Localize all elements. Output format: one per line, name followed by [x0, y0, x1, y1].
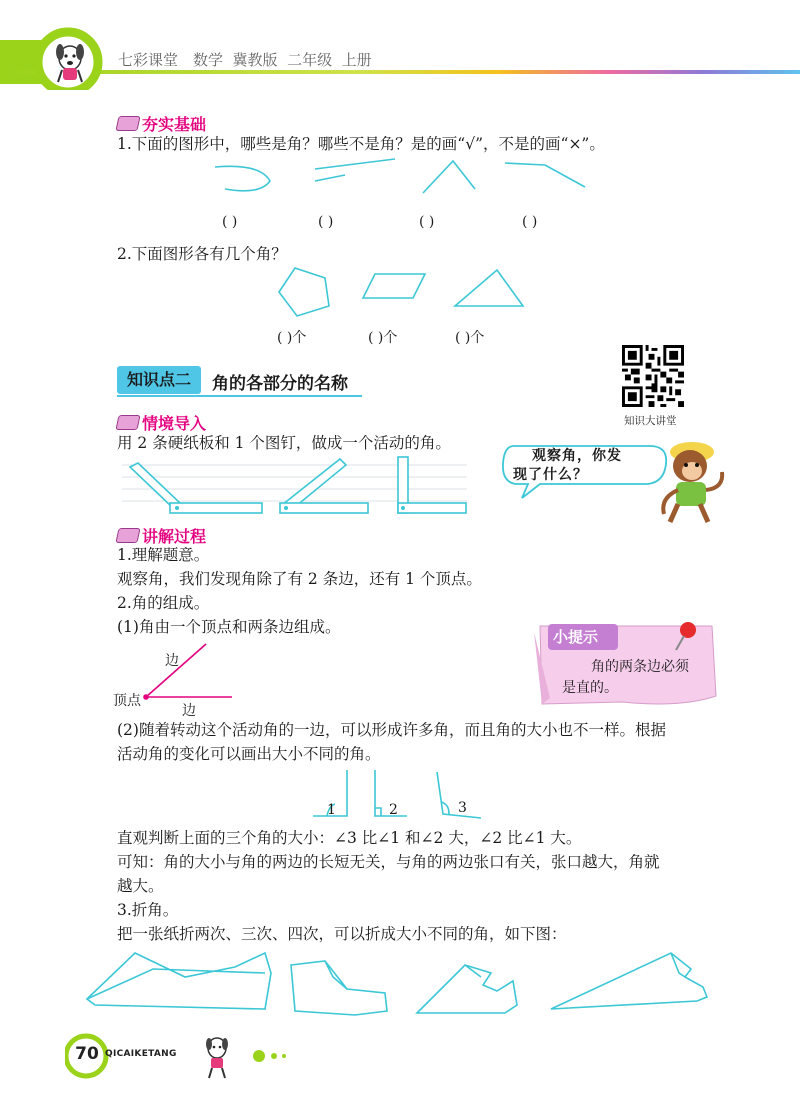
explanation-title: 讲解过程: [117, 524, 206, 547]
angle-parts-diagram: [142, 640, 242, 700]
dog-mascot-icon: [56, 44, 84, 82]
monkey-mascot-icon: [652, 438, 730, 526]
q2-blank-3[interactable]: ( )个: [455, 330, 485, 346]
explanation-step-1: 1.理解题意。: [117, 546, 210, 564]
cardboard-angle-1: [130, 463, 180, 507]
angle-label-2: 2: [389, 802, 398, 818]
q1-figure-bent: [505, 163, 585, 187]
q1-figure-open-lines: [315, 159, 395, 181]
qr-caption: 知识大讲堂: [624, 415, 677, 427]
explanation-observation: 观察角，我们发现角除了有 2 条边，还有 1 个顶点。: [117, 570, 482, 588]
folding-description: 把一张纸折两次、三次、四次，可以折成大小不同的角，如下图：: [117, 925, 567, 943]
folded-paper-3: [417, 965, 517, 1013]
angle-label-3: 3: [458, 800, 467, 816]
speech-line-2: 现了什么？: [513, 467, 588, 483]
footer-dog-icon: [206, 1038, 228, 1078]
q2-parallelogram: [363, 274, 425, 298]
q2-triangle: [455, 270, 523, 306]
header-decoration: [0, 0, 800, 90]
q1-blank-4[interactable]: ( ): [522, 214, 538, 230]
folded-paper-figures: [85, 947, 725, 1022]
folded-paper-2: [291, 961, 387, 1015]
knowledge-point-title: 角的各部分的名称: [212, 374, 348, 394]
q2-blank-2[interactable]: ( )个: [368, 330, 398, 346]
conclusion-line-2: 越大。: [117, 877, 164, 895]
situation-text: 用 2 条硬纸板和 1 个图钉，做成一个活动的角。: [117, 434, 451, 452]
explanation-composition: (1)角由一个顶点和两条边组成。: [117, 618, 341, 636]
footer-brand: QICAIKETANG: [105, 1049, 177, 1059]
q1-blank-2[interactable]: ( ): [318, 214, 334, 230]
section-marker-icon: [115, 528, 140, 543]
header-bar: [0, 0, 800, 90]
book-info: 数学 冀教版 二年级 上册: [193, 51, 372, 69]
angle-label-1: 1: [327, 802, 336, 818]
tip-line-2: 是直的。: [562, 680, 618, 696]
section-marker-icon: [115, 116, 140, 131]
page-number: 70: [75, 1044, 99, 1064]
q1-figure-angle: [423, 161, 475, 193]
conclusion-line-1: 可知：角的大小与角的两边的长短无关，与角的两边张口有关，张口越大，角就: [117, 853, 660, 871]
question-2: 2.下面图形各有几个角？: [117, 245, 287, 263]
q1-blank-1[interactable]: ( ): [222, 214, 238, 230]
situation-title: 情境导入: [117, 411, 206, 434]
q2-pentagon: [279, 268, 329, 316]
label-vertex: 顶点: [113, 693, 141, 709]
folded-paper-1: [87, 953, 271, 1009]
angle-comparison: 直观判断上面的三个角的大小：∠3 比∠1 和∠2 大，∠2 比∠1 大。: [117, 829, 582, 847]
rotation-paragraph-line-1: (2)随着转动这个活动角的一边，可以形成许多角，而且角的大小也不一样。根据: [117, 721, 666, 739]
section-marker-icon: [115, 415, 140, 430]
q1-blank-3[interactable]: ( ): [419, 214, 435, 230]
explanation-step-3: 3.折角。: [117, 901, 179, 919]
q1-figure-curve: [215, 166, 270, 191]
question-1: 1.下面的图形中，哪些是角？哪些不是角？是的画“√”，不是的画“×”。: [117, 135, 605, 153]
tip-line-1: 角的两条边必须: [591, 659, 689, 675]
series-title: 七彩课堂: [118, 51, 179, 69]
speech-line-1: 观察角，你发: [532, 448, 622, 464]
label-side-bottom: 边: [182, 703, 196, 719]
knowledge-point-tag: 知识点二: [117, 366, 201, 394]
tip-title: 小提示: [553, 628, 599, 646]
folded-paper-4: [551, 953, 707, 1009]
q1-figures: [205, 155, 625, 215]
rotation-paragraph-line-2: 活动角的变化可以画出大小不同的角。: [117, 745, 381, 763]
q2-figures: [275, 264, 545, 324]
q2-blank-1[interactable]: ( )个: [277, 330, 307, 346]
explanation-step-2: 2.角的组成。: [117, 594, 210, 612]
label-side-top: 边: [165, 653, 179, 669]
qr-code-icon: [622, 345, 684, 407]
footer-decoration: [65, 1030, 785, 1090]
knowledge-title-underline: [117, 395, 362, 397]
cardboard-angles-figure: [122, 455, 472, 523]
section-foundation-title: 夯实基础: [117, 112, 206, 135]
